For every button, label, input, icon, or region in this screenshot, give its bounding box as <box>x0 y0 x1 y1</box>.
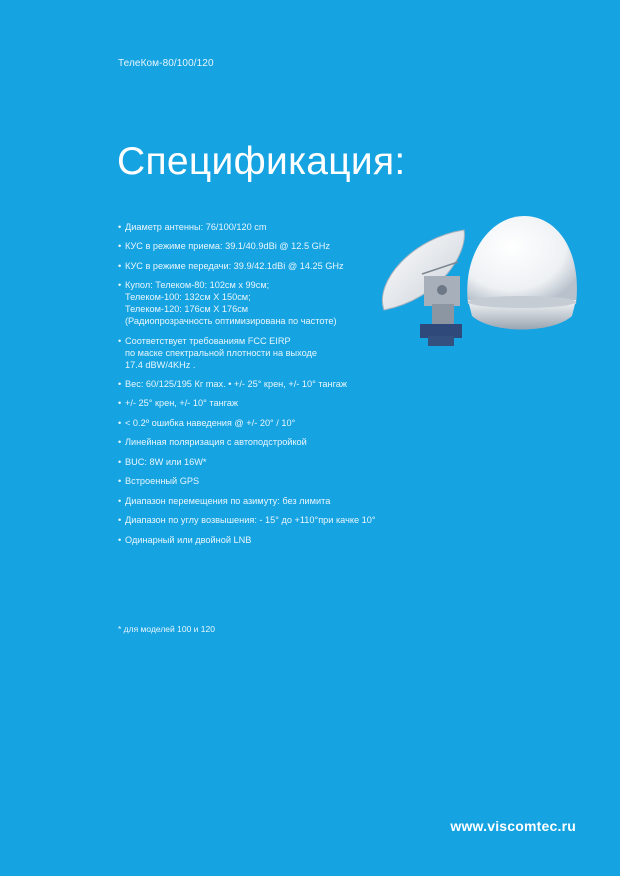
spec-line: Встроенный GPS <box>125 476 200 487</box>
bullet-icon: • <box>118 515 122 526</box>
spec-item <box>118 418 408 430</box>
bullet-icon: • <box>118 280 122 291</box>
spec-line: 17.4 dBW/4KHz . <box>125 359 196 370</box>
spec-line: < 0.2º ошибка наведения @ +/- 20° / 10° <box>125 417 296 428</box>
spec-line: по маске спектральной плотности на выходе <box>125 347 317 358</box>
spec-item <box>118 336 408 372</box>
spec-line: Купол: Телеком-80: 102см x 99см; <box>125 280 270 291</box>
bullet-icon: • <box>118 456 122 467</box>
bullet-icon: • <box>118 417 122 428</box>
spec-line: КУС в режиме передачи: 39.9/42.1dBi @ 14.25 GHz <box>125 260 344 271</box>
specification-list <box>118 222 408 554</box>
footnote: * для моделей 100 и 120 <box>118 624 215 634</box>
spec-line: BUC: 8W или 16W* <box>125 456 207 467</box>
spec-item <box>118 241 408 253</box>
bullet-icon: • <box>118 379 122 390</box>
bullet-icon: • <box>118 335 122 346</box>
bullet-icon: • <box>118 534 122 545</box>
spec-line: Соответствует требованиям FCC EIRP <box>125 335 291 346</box>
spec-item <box>118 457 408 469</box>
bullet-icon: • <box>118 260 122 271</box>
bullet-icon: • <box>118 398 122 409</box>
spec-item <box>118 261 408 273</box>
spec-item <box>118 535 408 547</box>
spec-line: Вес: 60/125/195 Кг max. • +/- 25° крен, +/- 10° тангаж <box>125 379 348 390</box>
bullet-icon: • <box>118 437 122 448</box>
spec-item <box>118 379 408 391</box>
page-title: Спецификация: <box>117 140 406 183</box>
spec-item <box>118 398 408 410</box>
spec-line: Линейная поляризация с автоподстройкой <box>125 437 307 448</box>
website-link[interactable]: www.viscomtec.ru <box>450 818 576 834</box>
spec-line: Телеком-120: 176см X 176см <box>125 304 249 315</box>
bullet-icon: • <box>118 222 122 232</box>
spec-line: Диапазон по углу возвышения: - 15° до +110°при качке 10° <box>125 515 376 526</box>
spec-line: Телеком-100: 132см X 150см; <box>125 292 251 303</box>
product-series-label: ТелеКом-80/100/120 <box>118 58 214 69</box>
bullet-icon: • <box>118 495 122 506</box>
spec-line: КУС в режиме приема: 39.1/40.9dBi @ 12.5 GHz <box>125 241 330 252</box>
bullet-icon: • <box>118 241 122 252</box>
spec-line: Диаметр антенны: 76/100/120 cm <box>125 222 267 232</box>
bullet-icon: • <box>118 476 122 487</box>
spec-item <box>118 515 408 527</box>
spec-item <box>118 476 408 488</box>
spec-line: +/- 25° крен, +/- 10° тангаж <box>125 398 239 409</box>
spec-item <box>118 222 408 234</box>
spec-line: Одинарный или двойной LNB <box>125 534 252 545</box>
spec-line: (Радиопрозрачность оптимизирована по частоте) <box>125 316 337 327</box>
spec-item <box>118 437 408 449</box>
spec-line: Диапазон перемещения по азимуту: без лимита <box>125 495 331 506</box>
satellite-antenna-image <box>372 212 582 362</box>
spec-item <box>118 496 408 508</box>
spec-item <box>118 280 408 328</box>
